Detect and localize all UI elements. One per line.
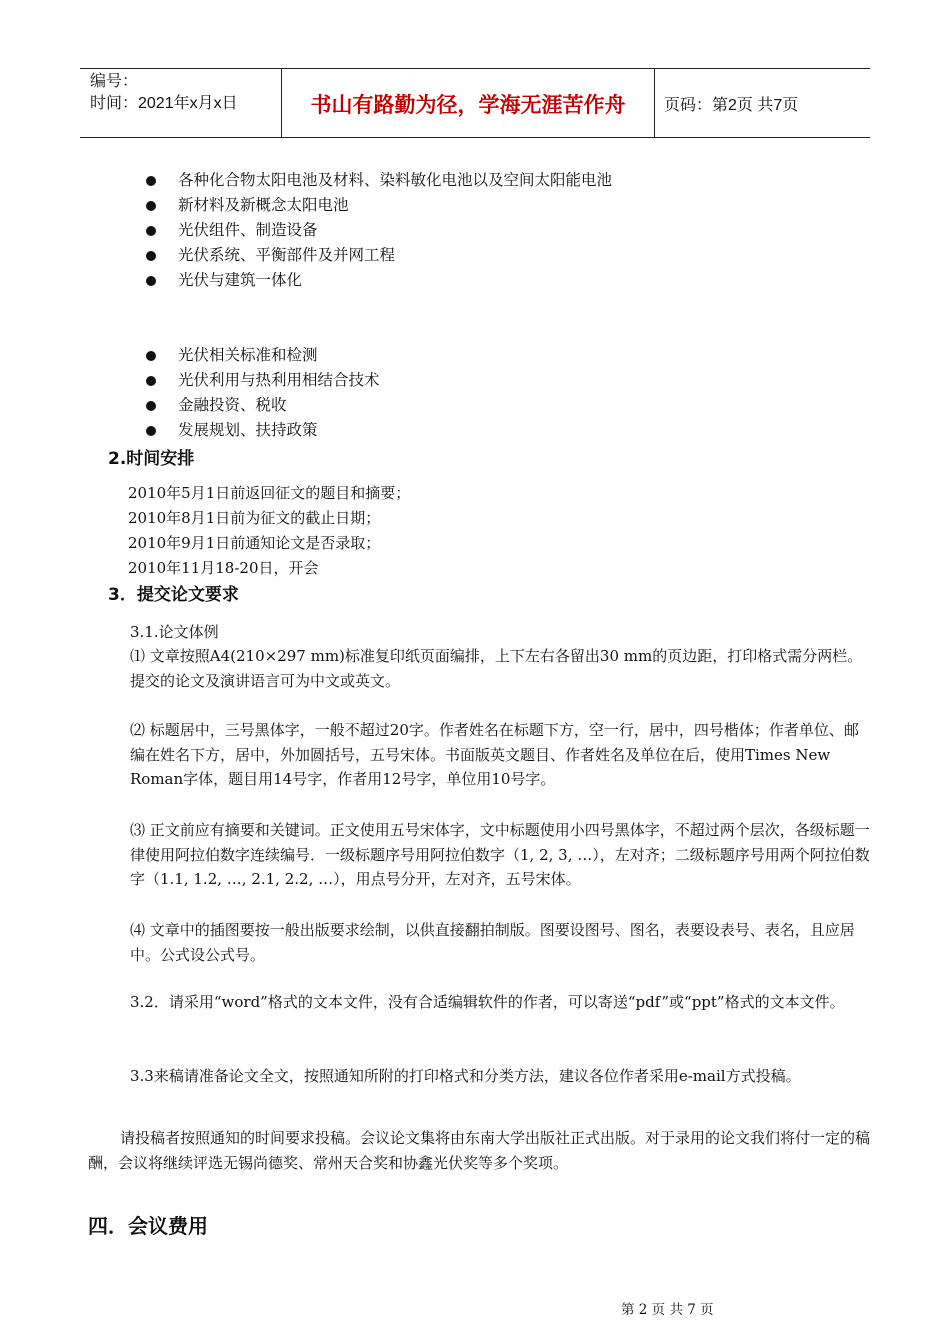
bullet-icon (146, 401, 156, 411)
header-meta (90, 71, 238, 115)
schedule-item: 2010年8月1日前为征文的截止日期； (128, 509, 381, 527)
bullet-icon (146, 251, 156, 261)
page-footer: 第 2 页 共 7 页 (621, 1302, 714, 1318)
requirement-paragraph-6: 3.3来稿请准备论文全文，按照通知所附的打印格式和分类方法，建议各位作者采用e-mail方式投稿。 (130, 1067, 801, 1085)
list-item: 光伏组件、制造设备 (146, 218, 612, 243)
header-page-number: 页码：第2页 共7页 (664, 97, 799, 114)
schedule-heading: 2.时间安排 (108, 449, 195, 469)
header-motto: 书山有路勤为径，学海无涯苦作舟 (310, 93, 626, 117)
requirement-paragraph-1: ⑴ 文章按照A4(210×297 mm)标准复印纸页面编排，上下左右各留出30 mm的页边距，打印格式需分两栏。提交的论文及演讲语言可为中文或英文。 (130, 647, 863, 690)
list-item: 发展规划、扶持政策 (146, 418, 380, 443)
schedule-item: 2010年11月18-20日，开会 (128, 559, 319, 577)
topic-list-b (146, 343, 380, 443)
schedule-item: 2010年5月1日前返回征文的题目和摘要； (128, 484, 411, 502)
section-heading-fees: 四．会议费用 (88, 1214, 208, 1238)
requirement-paragraph-4: ⑷ 文章中的插图要按一般出版要求绘制，以供直接翻拍制版。图要设图号、图名，表要设表号、表名，且应居中。公式设公式号。 (130, 921, 855, 964)
header-number: 编号： (90, 73, 139, 90)
list-item: 新材料及新概念太阳电池 (146, 193, 612, 218)
closing-paragraph: 请投稿者按照通知的时间要求投稿。会议论文集将由东南大学出版社正式出版。对于录用的论文我们将付一定的稿酬，会议将继续评选无锡尚德奖、常州天合奖和协鑫光伏奖等多个奖项。 (88, 1129, 871, 1172)
schedule-item: 2010年9月1日前通知论文是否录取； (128, 534, 381, 552)
bullet-icon (146, 226, 156, 236)
bullet-icon (146, 351, 156, 361)
list-item: 各种化合物太阳电池及材料、染料敏化电池以及空间太阳能电池 (146, 168, 612, 193)
bullet-icon (146, 376, 156, 386)
schedule-list (128, 481, 410, 581)
topic-list-a (146, 168, 612, 293)
requirement-paragraph-3: ⑶ 正文前应有摘要和关键词。正文使用五号宋体字，文中标题使用小四号黑体字，不超过两个层次，各级标题一律使用阿拉伯数字连续编号．一级标题序号用阿拉伯数字（1, 2, 3, …），左对齐；二级标题序号用两个阿拉伯数字（1.1, 1.2, …, 2.1, 2.2, …），用点号分开，左对齐，五号宋体。 (130, 821, 870, 888)
list-item: 光伏相关标准和检测 (146, 343, 380, 368)
list-item: 光伏与建筑一体化 (146, 268, 612, 293)
requirement-paragraph-5: 3.2．请采用“word”格式的文本文件，没有合适编辑软件的作者，可以寄送“pdf”或“ppt”格式的文本文件。 (130, 993, 845, 1011)
header-time: 时间：2021年x月x日 (90, 95, 238, 112)
list-item: 光伏系统、平衡部件及并网工程 (146, 243, 612, 268)
bullet-icon (146, 426, 156, 436)
requirement-paragraph-2: ⑵ 标题居中，三号黑体字，一般不超过20字。作者姓名在标题下方，空一行，居中，四号楷体；作者单位、邮编在姓名下方，居中，外加圆括号，五号宋体。书面版英文题目、作者姓名及单位在后，使用Times New Roman字体，题目用14号字，作者用12号字，单位用10号字。 (130, 721, 859, 788)
header-divider (654, 69, 655, 137)
list-item: 金融投资、税收 (146, 393, 380, 418)
list-item: 光伏利用与热利用相结合技术 (146, 368, 380, 393)
bullet-icon (146, 201, 156, 211)
page-header (80, 68, 870, 138)
requirements-sub1: 3.1.论文体例 (130, 623, 219, 641)
requirements-heading: 3．提交论文要求 (108, 585, 239, 605)
bullet-icon (146, 176, 156, 186)
bullet-icon (146, 276, 156, 286)
